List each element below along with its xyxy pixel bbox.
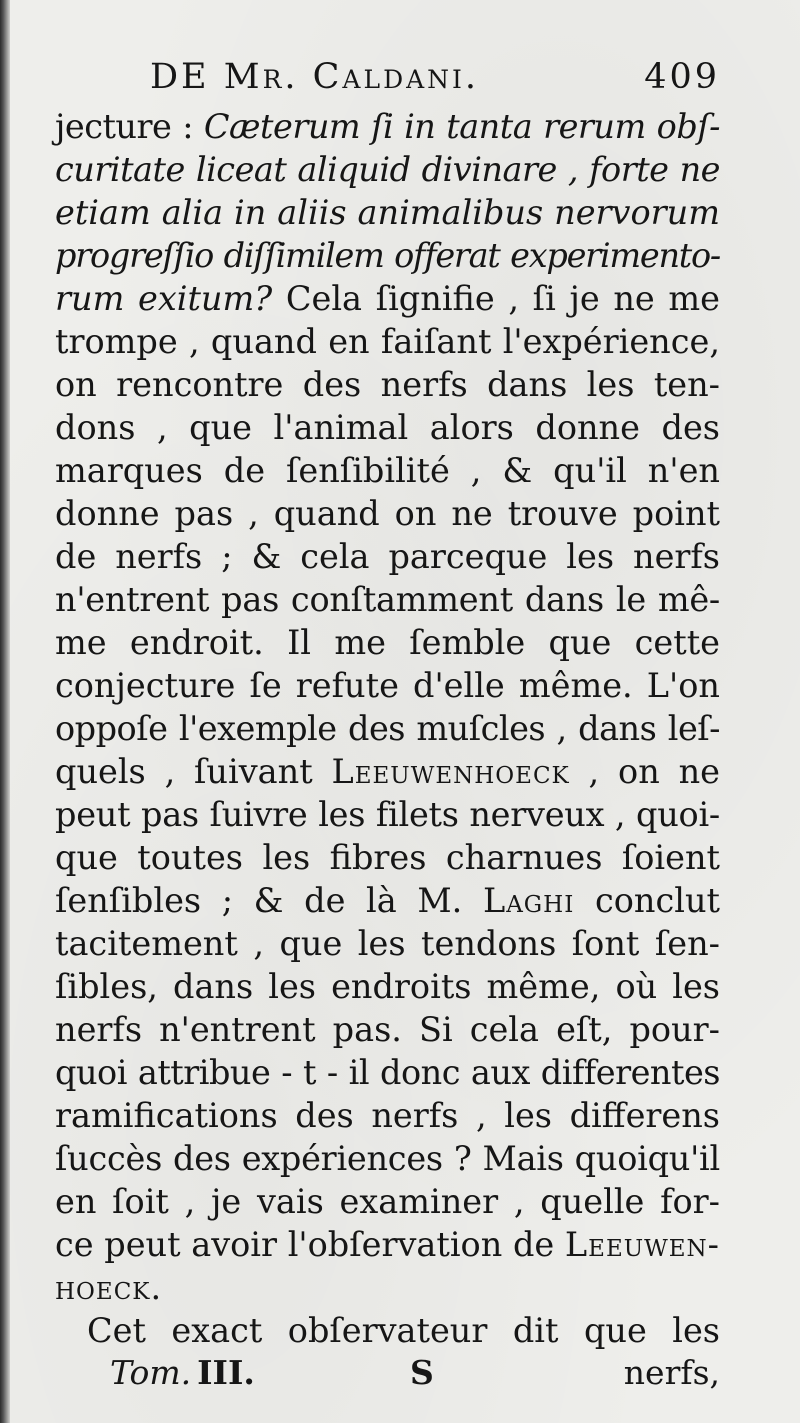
text-line	[55, 1266, 720, 1309]
name-small-caps: Leeuwen-	[564, 1225, 720, 1264]
text-segment: de nerfs ; & cela parceque les nerfs	[55, 537, 720, 576]
latin-quotation: rum exitum?	[55, 279, 273, 318]
text-segment: quoi attribue - t - il donc aux differentes	[55, 1053, 720, 1092]
text-segment: me endroit. Il me ſemble que cette	[55, 623, 720, 662]
text-line	[55, 836, 720, 879]
text-line	[55, 105, 720, 148]
page-footer	[110, 1350, 720, 1395]
text-line	[55, 793, 720, 836]
text-line	[55, 535, 720, 578]
text-segment: que toutes les fibres charnues ſoient	[55, 838, 720, 877]
text-line	[55, 965, 720, 1008]
text-line	[55, 277, 720, 320]
text-segment: tacitement , que les tendons ſont ſen-	[55, 924, 720, 963]
latin-quotation: curitate liceat aliquid divinare , forte ne	[55, 150, 720, 189]
volume-number: III.	[197, 1353, 255, 1392]
text-segment: peut pas ſuivre les filets nerveux , quoi-	[55, 795, 720, 834]
text-segment: Cela ſignifie , ſi je ne me	[272, 279, 720, 318]
text-segment: en ſoit , je vais examiner , quelle for-	[55, 1182, 720, 1221]
latin-quotation: progreſſio diſſimilem offerat experimento-	[55, 236, 720, 275]
latin-quotation: etiam alia in aliis animalibus nervorum	[55, 193, 720, 232]
text-line	[55, 1008, 720, 1051]
text-segment: dons , que l'animal alors donne des	[55, 408, 720, 447]
text-segment: donne pas , quand on ne trouve point	[55, 494, 720, 533]
text-line	[55, 664, 720, 707]
text-line	[55, 406, 720, 449]
text-segment: , on ne	[569, 752, 720, 791]
text-line	[55, 621, 720, 664]
text-line	[55, 320, 720, 363]
latin-quotation: Cæterum ſi in tanta rerum obſ-	[203, 107, 720, 146]
text-line	[55, 922, 720, 965]
page-header	[150, 52, 720, 102]
signature-mark: S	[410, 1353, 434, 1392]
text-line	[55, 1094, 720, 1137]
text-line	[55, 707, 720, 750]
tome-label: Tom.	[110, 1353, 192, 1392]
text-segment: Cet exact obſervateur dit que les	[87, 1311, 720, 1350]
text-line	[55, 578, 720, 621]
text-line	[55, 148, 720, 191]
text-line	[55, 449, 720, 492]
text-line	[55, 363, 720, 406]
text-segment: trompe , quand en faiſant l'expérience,	[55, 322, 720, 361]
page-spine-shadow	[0, 0, 10, 1423]
page-number: 409	[644, 57, 720, 97]
text-segment: oppoſe l'exemple des muſcles , dans leſ-	[55, 709, 720, 748]
text-line	[55, 879, 720, 922]
text-line	[55, 1137, 720, 1180]
text-segment: ſuccès des expériences ? Mais quoiqu'il	[55, 1139, 720, 1178]
text-segment: jecture :	[55, 107, 204, 146]
text-segment: ramifications des nerfs , les differens	[55, 1096, 720, 1135]
text-segment: conjecture ſe refute d'elle même. L'on	[55, 666, 720, 705]
volume-indicator	[110, 1350, 255, 1395]
name-small-caps: hoeck.	[55, 1268, 163, 1307]
text-segment: on rencontre des nerfs dans les ten-	[55, 365, 720, 404]
text-segment: ce peut avoir l'obſervation de	[55, 1225, 565, 1264]
catchword: nerfs,	[623, 1353, 720, 1392]
running-head: DE Mr. Caldani.	[150, 57, 480, 97]
text-segment: n'entrent pas conſtamment dans le mê-	[55, 580, 720, 619]
text-segment: conclut	[574, 881, 720, 920]
text-line	[55, 1309, 720, 1352]
name-small-caps: Leeuwenhoeck	[331, 752, 570, 791]
text-line	[55, 750, 720, 793]
text-line	[55, 492, 720, 535]
name-small-caps: Laghi	[482, 881, 575, 920]
text-segment: ſibles, dans les endroits même, où les	[55, 967, 720, 1006]
text-segment: marques de ſenſibilité , & qu'il n'en	[55, 451, 720, 490]
text-line	[55, 1051, 720, 1094]
text-line	[55, 1223, 720, 1266]
text-segment: ſenſibles ; & de là M.	[55, 881, 483, 920]
text-segment: quels , ſuivant	[55, 752, 332, 791]
text-line	[55, 234, 720, 277]
text-line	[55, 1180, 720, 1223]
text-segment: nerfs n'entrent pas. Si cela eſt, pour-	[55, 1010, 720, 1049]
body-text	[55, 105, 720, 1352]
text-line	[55, 191, 720, 234]
